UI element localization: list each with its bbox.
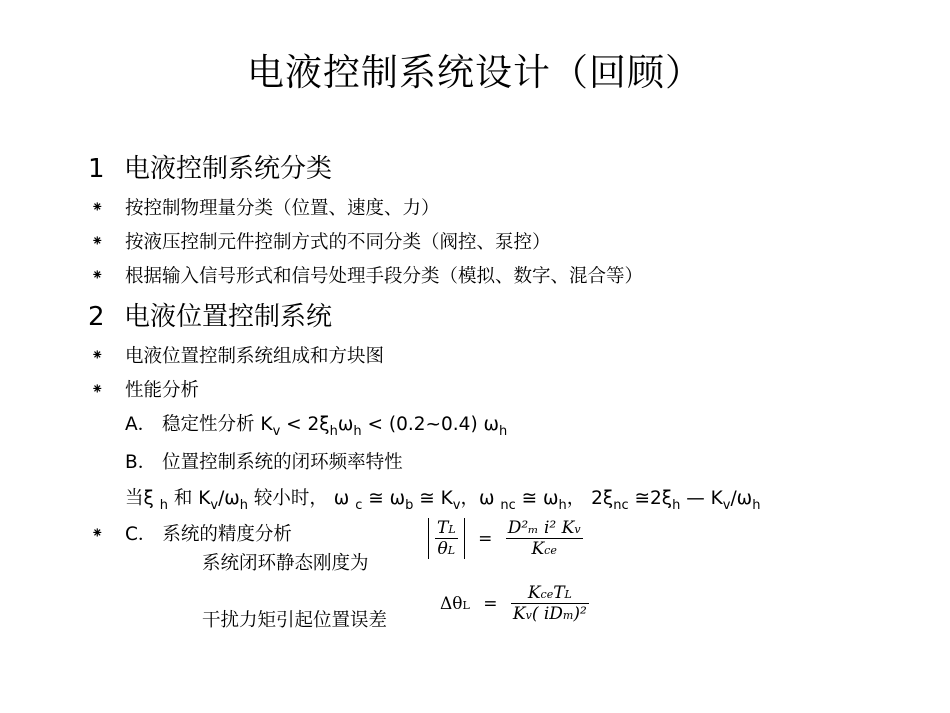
approximation-line: 当ξ $_h$ 和 $K_v/\omega_h$ 较小时， ω $_c$ ≅ $\omega_b$ ≅ $K_v$，ω $_{nc}$ ≅ $\omega_h$， $2\xi_{nc}$ $≅2\xi_h$ — $K_v/\omega_h$: [125, 488, 761, 513]
stiffness-equation: $\frac{TL}{\theta L}$ = $\frac{\text{D²ₘ i² Kv}}{\text{Kce}}$: [428, 518, 583, 559]
bullet-icon: ⁕: [91, 524, 104, 542]
stiffness-label: 系统闭环静态刚度为: [202, 553, 369, 574]
frequency-response-line: B． 位置控制系统的闭环频率特性: [125, 452, 403, 473]
error-label: 干扰力矩引起位置误差: [202, 610, 388, 631]
bullet-icon: ⁕: [91, 198, 104, 216]
error-equation: ΔθL = $\frac{\text{KceTL}}{\text{Kv( iDm)²}}$: [440, 583, 587, 624]
list-item: ⁕ 性能分析: [91, 380, 200, 401]
bullet-icon: ⁕: [91, 266, 104, 284]
list-item: ⁕ 按控制物理量分类（位置、速度、力）: [91, 198, 440, 219]
section-number: 1: [88, 154, 105, 184]
list-item: ⁕ 按液压控制元件控制方式的不同分类（阀控、泵控）: [91, 232, 551, 253]
section-1-heading: [88, 148, 332, 185]
page-title: 电液控制系统设计（回顾）: [247, 51, 703, 94]
list-item: ⁕ 根据输入信号形式和信号处理手段分类（模拟、数字、混合等）: [91, 266, 644, 287]
list-item: ⁕ C． 系统的精度分析: [91, 524, 292, 545]
section-2-heading: [88, 296, 332, 333]
section-number: 2: [88, 302, 105, 332]
bullet-icon: ⁕: [91, 346, 104, 364]
stability-analysis-line: A． 稳定性分析 $K_v < 2\xi_h\omega_h$ < (0.2~0.4) $\omega_h$: [125, 414, 508, 439]
section-title: 电液位置控制系统: [124, 302, 333, 332]
bullet-icon: ⁕: [91, 380, 104, 398]
bullet-icon: ⁕: [91, 232, 104, 250]
list-item: ⁕ 电液位置控制系统组成和方块图: [91, 346, 385, 367]
section-title: 电液控制系统分类: [124, 154, 333, 184]
